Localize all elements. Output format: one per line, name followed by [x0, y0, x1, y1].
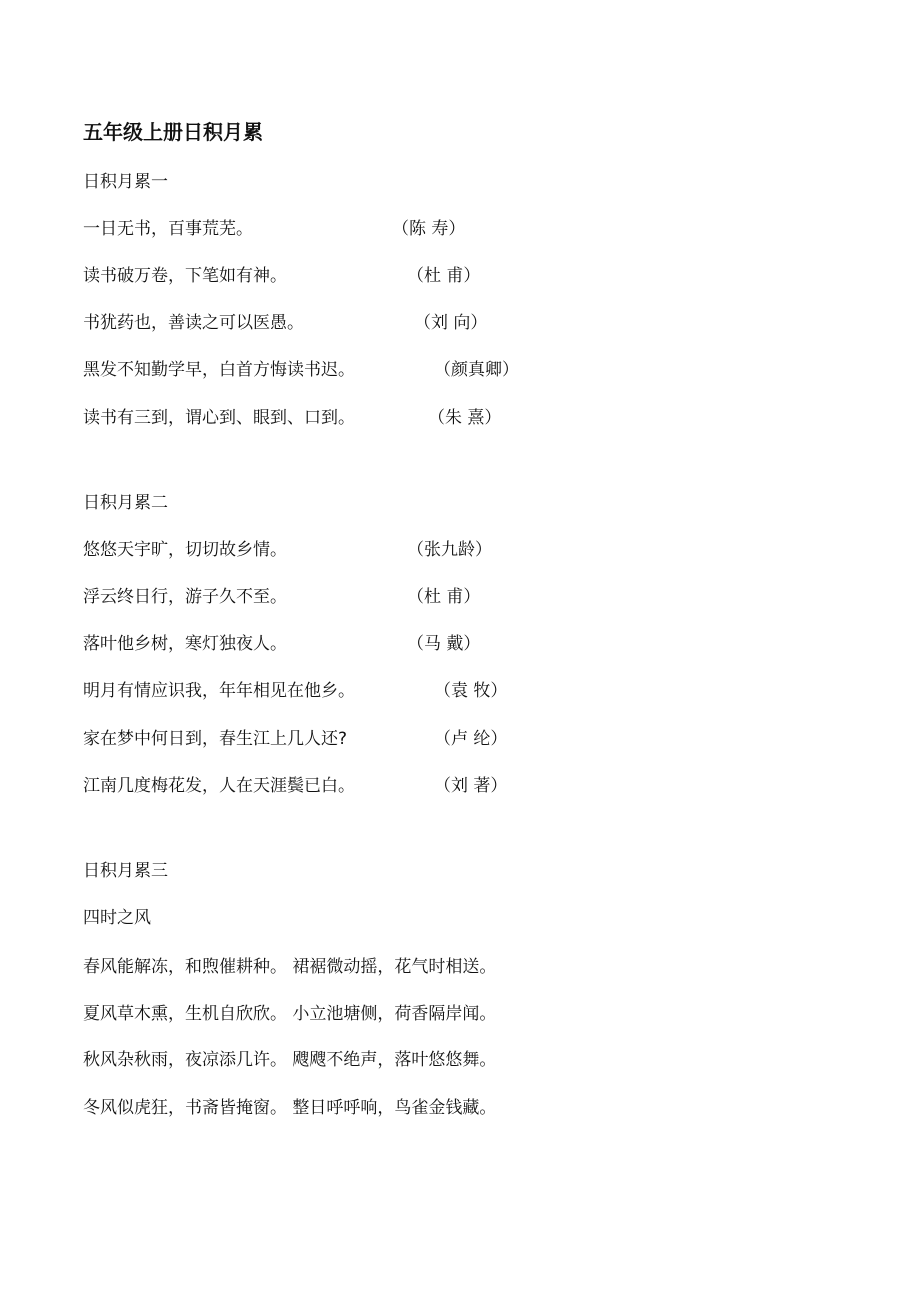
document-title: 五年级上册日积月累	[83, 120, 263, 144]
section-2-line-6: 江南几度梅花发，人在天涯鬓已白。	[83, 776, 355, 796]
section-2-line-2: 浮云终日行，游子久不至。	[83, 587, 287, 607]
section-3-line-2: 夏风草木熏，生机自欣欣。 小立池塘侧，荷香隔岸闻。	[83, 1004, 497, 1024]
section-2-author-3: （马 戴）	[407, 634, 481, 654]
section-1-line-2: 读书破万卷，下笔如有神。	[83, 266, 287, 286]
section-1-author-2: （杜 甫）	[407, 266, 481, 286]
section-1-author-5: （朱 熹）	[428, 408, 502, 428]
section-1-line-5: 读书有三到，谓心到、眼到、口到。	[83, 408, 355, 428]
section-1-author-1: （陈 寿）	[392, 219, 466, 239]
section-3-heading: 日积月累三	[83, 861, 168, 881]
section-1-line-4: 黑发不知勤学早，白首方悔读书迟。	[83, 360, 355, 380]
section-1-line-3: 书犹药也，善读之可以医愚。	[83, 313, 304, 333]
section-3-line-4: 冬风似虎狂，书斋皆掩窗。 整日呼呼响，鸟雀金钱藏。	[83, 1098, 497, 1118]
section-2-author-4: （袁 牧）	[434, 681, 508, 701]
section-1-heading: 日积月累一	[83, 172, 168, 192]
section-2-author-2: （杜 甫）	[407, 587, 481, 607]
section-1-line-1: 一日无书，百事荒芜。	[83, 219, 253, 239]
section-3-subheading: 四时之风	[83, 908, 151, 928]
section-1-author-3: （刘 向）	[414, 313, 488, 333]
section-2-line-1: 悠悠天宇旷，切切故乡情。	[83, 540, 287, 560]
section-1-author-4: （颜真卿）	[434, 360, 519, 380]
section-2-author-5: （卢 纶）	[434, 729, 508, 749]
section-2-heading: 日积月累二	[83, 493, 168, 513]
section-2-line-3: 落叶他乡树，寒灯独夜人。	[83, 634, 287, 654]
section-2-line-4: 明月有情应识我，年年相见在他乡。	[83, 681, 355, 701]
section-2-line-5: 家在梦中何日到，春生江上几人还?	[83, 729, 348, 749]
section-2-author-1: （张九龄）	[407, 540, 492, 560]
section-3-line-3: 秋风杂秋雨，夜凉添几许。 飕飕不绝声，落叶悠悠舞。	[83, 1050, 497, 1070]
section-3-line-1: 春风能解冻，和煦催耕种。 裙裾微动摇，花气时相送。	[83, 957, 497, 977]
section-2-author-6: （刘 著）	[434, 776, 508, 796]
